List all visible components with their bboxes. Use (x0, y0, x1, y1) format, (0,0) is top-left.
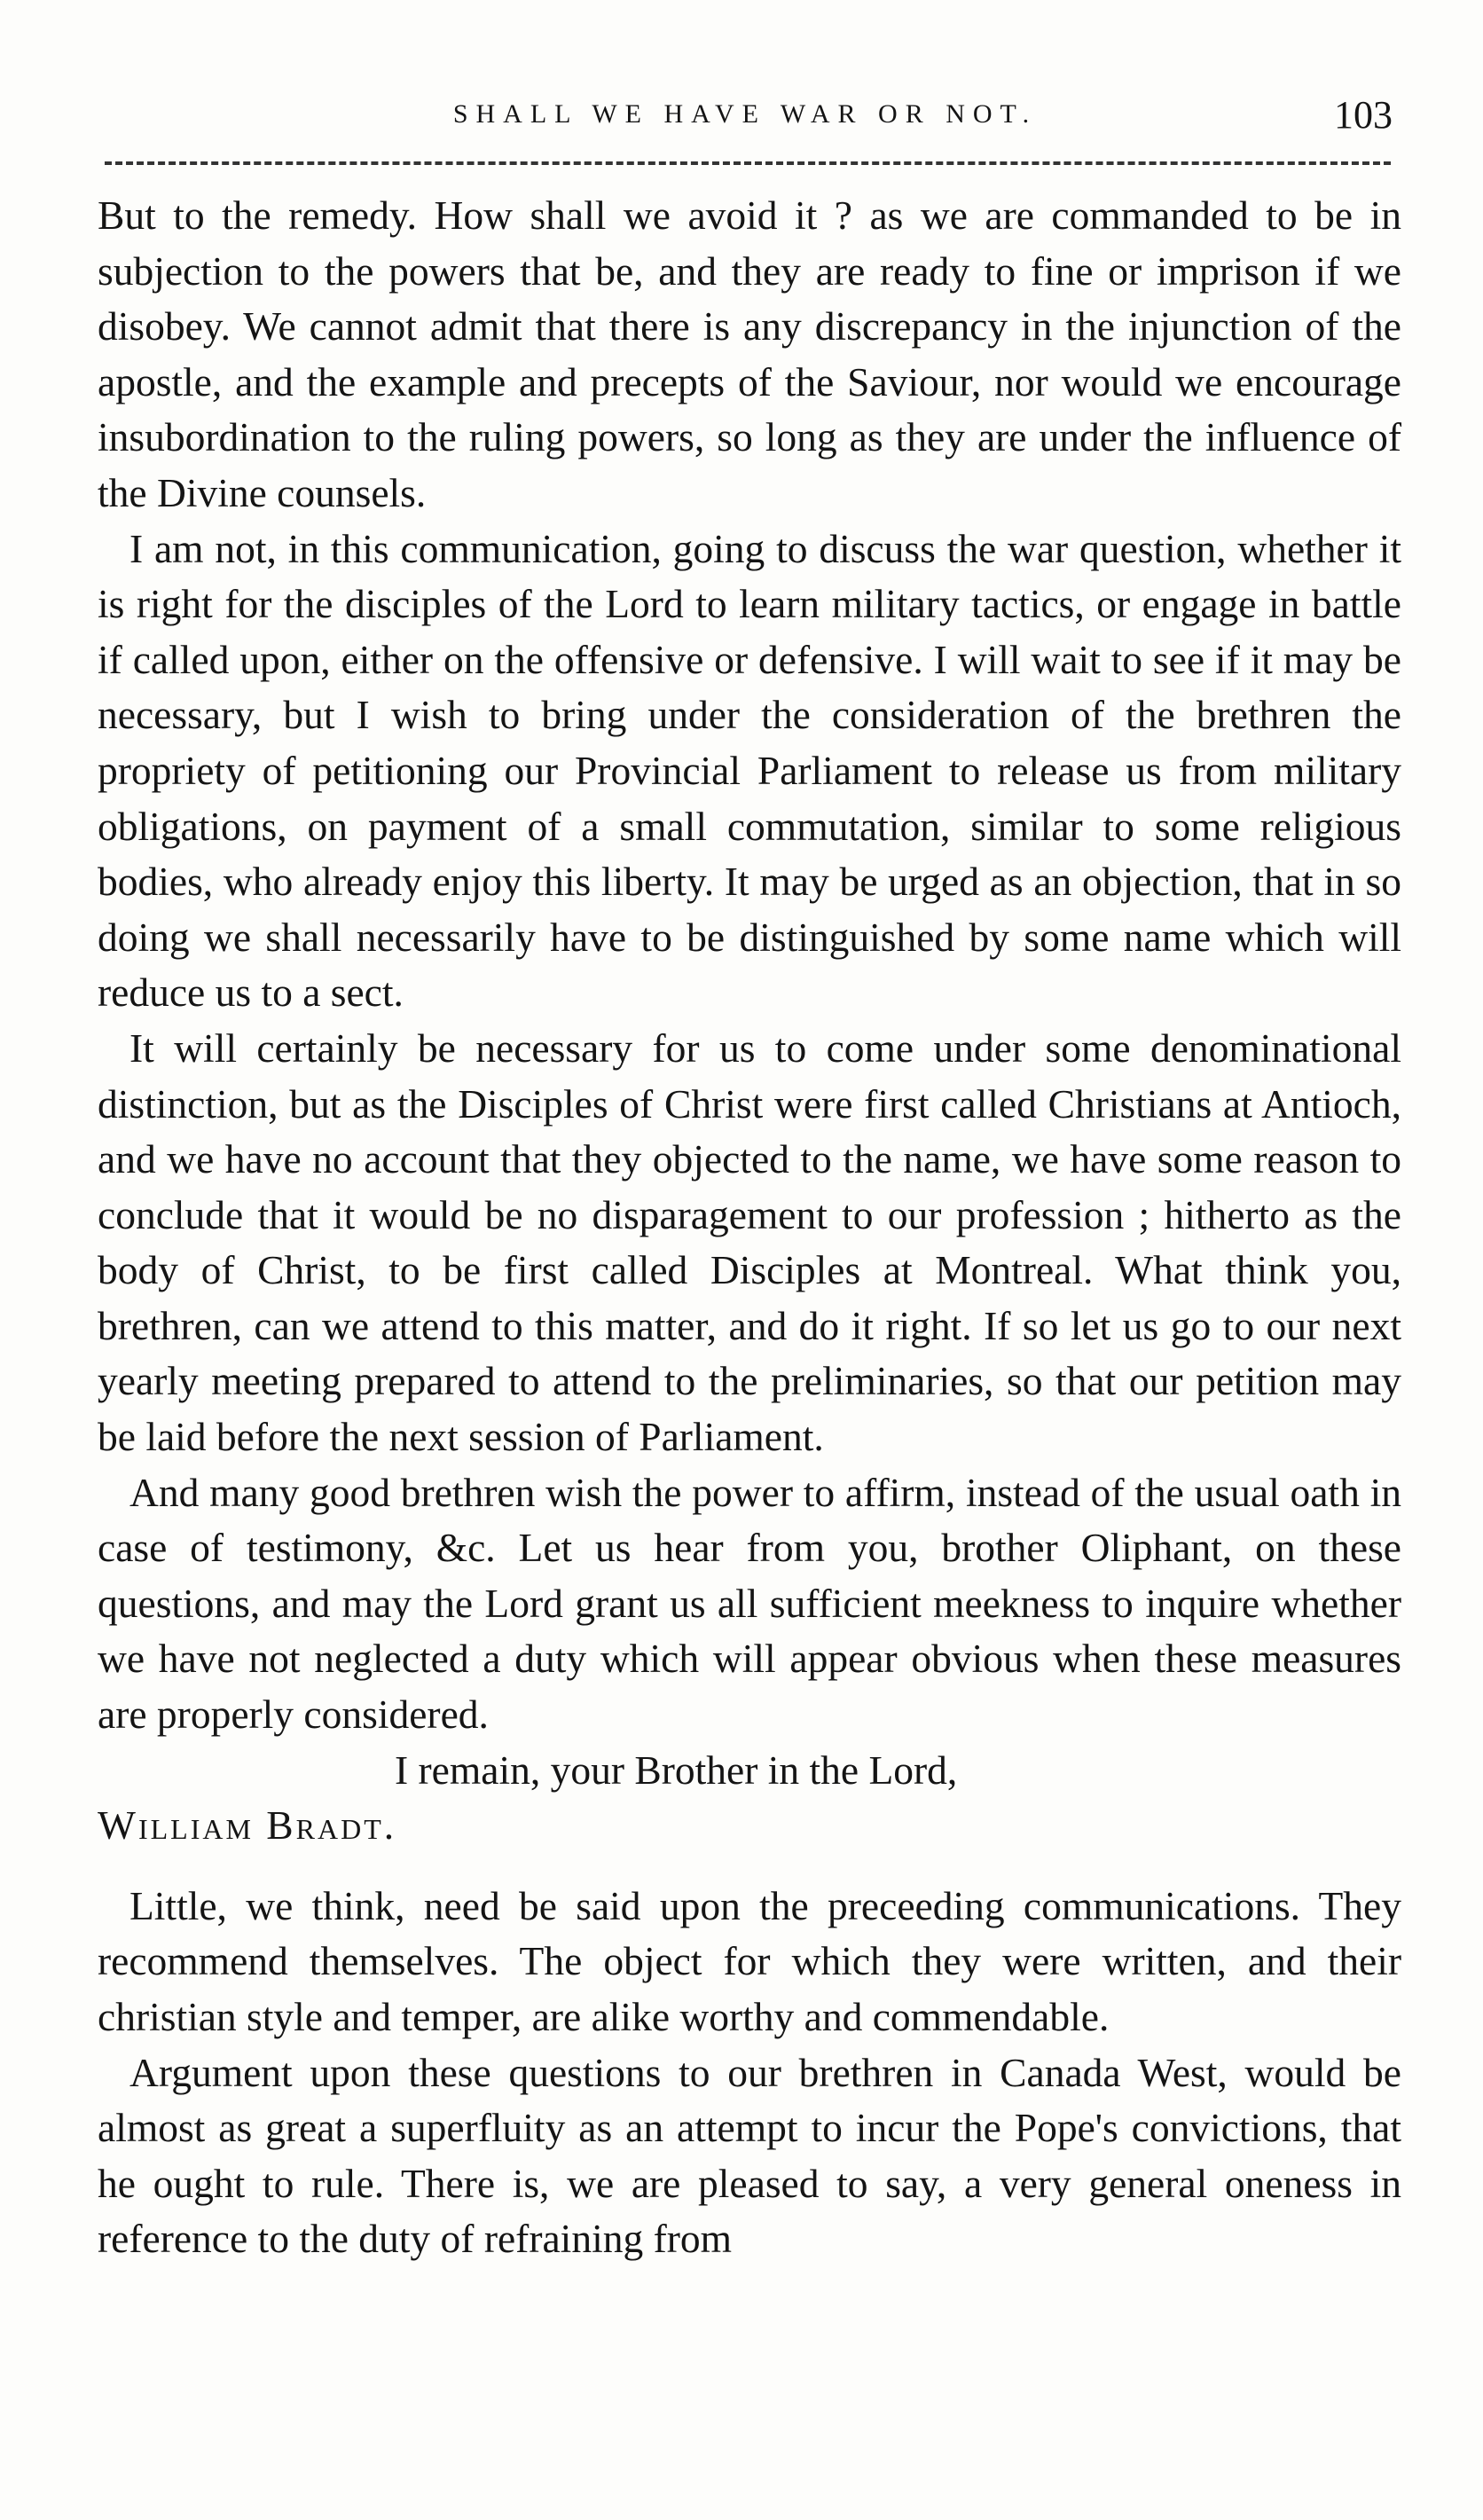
editor-paragraph-1: Little, we think, need be said upon the preceeding communications. They recommend themselves. The object for which they were written, and their christian style and temper, are alike worthy and commendable. (98, 1882, 1401, 2039)
running-head (98, 93, 1393, 153)
section-gap (98, 1854, 1401, 1879)
header-rule (105, 161, 1391, 165)
paragraph-denomination: It will certainly be necessary for us to come under some denominational distinction, but as the Disciples of Christ were first called Christians at Antioch, and we have no account that they objected to the name, we have some reason to conclude that it would be no disparagement to our profession ; hitherto as the body of Christ, to be first called Disciples at Montreal. What think you, brethren, can we attend to this matter, and do it right. If so let us go to our next yearly meeting prepared to attend to the preliminaries, so that our petition may be laid before the next session of Parliament. (98, 1024, 1401, 1460)
paragraph-war-question: I am not, in this communication, going to discuss the war question, whether it is right for the disciples of the Lord to learn military tactics, or engage in battle if called upon, either on the offensive or defensive. I will wait to see if it may be necessary, but I wish to bring under the consideration of the brethren the propriety of petitioning our Provincial Parliament to release us from military obligations, on payment of a small commutation, similar to some religious bodies, who already enjoy this liberty. It may be urged as an objection, that in so doing we shall necessarily have to be distinguished by some name which will reduce us to a sect. (98, 525, 1401, 1016)
letter-closing: I remain, your Brother in the Lord, (395, 1747, 958, 1793)
editor-paragraph-2: Argument upon these questions to our brethren in Canada West, would be almost as great a superfluity as an attempt to incur the Pope's convictions, that he ought to rule. There is, we are pleased to say, a very general oneness in reference to the duty of refraining from (98, 2049, 1401, 2262)
body-text (98, 188, 1401, 2267)
running-title: SHALL WE HAVE WAR OR NOT. (452, 99, 1038, 129)
paragraph-remedy: But to the remedy. How shall we avoid it ? as we are commanded to be in subjection to the powers that be, and they are ready to fine or imprison if we disobey. We cannot admit that there is any discrepancy in the injunction of the apostle, and the example and precepts of the Saviour, nor would we encourage insubordination to the ruling powers, so long as they are under the influence of the Divine counsels. (98, 192, 1401, 515)
page-number: 103 (1334, 93, 1393, 137)
paragraph-affirm: And many good brethren wish the power to affirm, instead of the usual oath in case of testimony, &c. Let us hear from you, brother Oliphant, on these questions, and may the Lord grant us all sufficient meekness to inquire whether we have not neglected a duty which will appear obvious when these measures are properly considered. (98, 1469, 1401, 1738)
letter-signature: William Bradt. (98, 1802, 397, 1849)
